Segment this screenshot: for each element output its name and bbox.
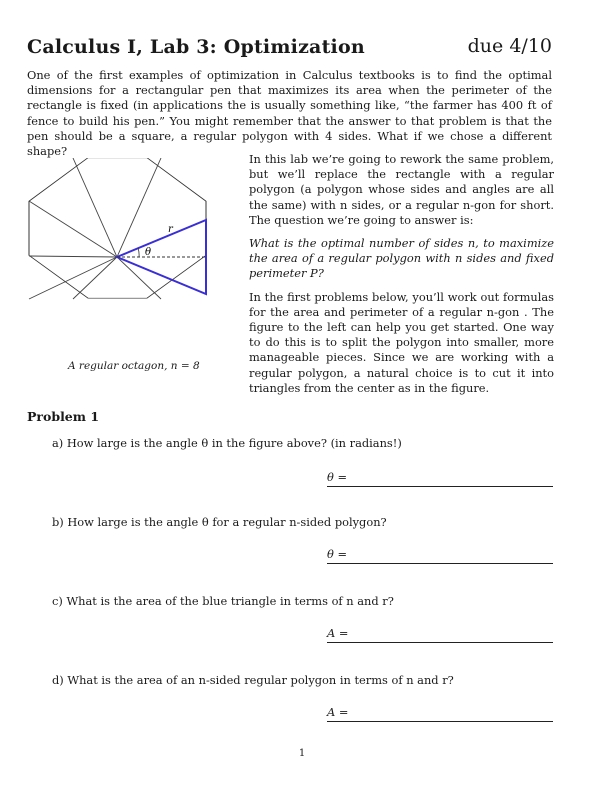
octagon-spokes: [29, 158, 161, 299]
theta-label: θ: [145, 247, 152, 258]
problem-heading: Problem 1: [27, 409, 100, 424]
paragraph-setup: In this lab we’re going to rework the same problem, but we’ll replace the rectangle with a regular polygon (a polygon whose sides and angles are all the same) with n sides, or a regular n-gon for short. The question we’re going to answer is:: [249, 152, 554, 227]
page-number: 1: [298, 748, 306, 759]
question-b: b) How large is the angle θ for a regular n-sided polygon?: [52, 515, 387, 529]
figure-caption: A regular octagon, n = 8: [68, 360, 200, 372]
due-date: due 4/10: [467, 35, 552, 57]
question-a: a) How large is the angle θ in the figure above? (in radians!): [52, 436, 402, 450]
page-title: Calculus I, Lab 3: Optimization: [27, 36, 365, 58]
octagon-figure: [26, 158, 208, 300]
r-label: r: [168, 224, 173, 235]
octagon-outline: [29, 158, 206, 298]
question-c: c) What is the area of the blue triangle in terms of n and r?: [52, 594, 394, 608]
paragraph-approach: In the first problems below, you’ll work out formulas for the area and perimeter of a regular n-gon . The figure to the left can help you get started. One way to do this is to split the polygon into smaller, more manageable pieces. Since we are working with a regular polygon, a natural choice is to cut it into triangles from the center as in the figure.: [249, 289, 554, 395]
theta-arc: [138, 248, 139, 257]
right-column-text: [249, 152, 554, 404]
answer-line-a[interactable]: θ =: [327, 470, 553, 487]
intro-paragraph: One of the first examples of optimization in Calculus textbooks is to find the optimal dimensions for a rectangular pen that maximizes its area when the perimeter of the rectangle is fixed (in applications the is usually something like, “the farmer has 400 ft of fence to build his pen.” You might remember that the answer to that problem is that the pen should be a square, a regular polygon with 4 sides. What if we chose a different shape?: [27, 68, 552, 159]
answer-line-b[interactable]: θ =: [327, 547, 553, 564]
guiding-question: What is the optimal number of sides n, to maximize the area of a regular polygon with n sides and fixed perimeter P?: [249, 236, 554, 281]
answer-line-c[interactable]: A =: [327, 626, 553, 643]
question-d: d) What is the area of an n-sided regular polygon in terms of n and r?: [52, 673, 454, 687]
answer-line-d[interactable]: A =: [327, 705, 553, 722]
